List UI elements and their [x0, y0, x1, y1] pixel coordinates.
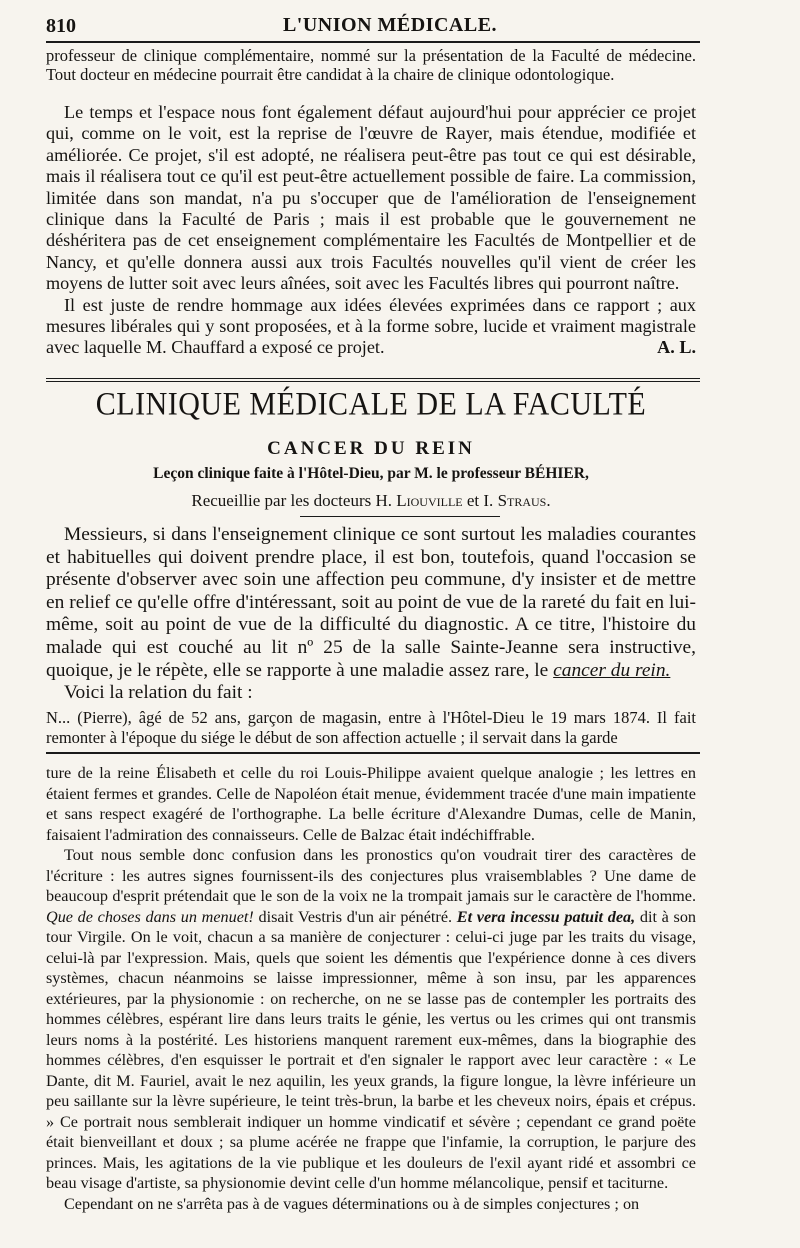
- feuilleton-p2-c: dit à son tour Virgile. On le voit, chacun a sa manière de conjecturer : celui-ci juge par les traits du visage, celui-là par l'expression. Mais, quels que soient les démentis que l'expérience donne à ces divers systèmes, chacun néanmoins se laisse impressionner, même à son insu, par les apparences extérieures, par la physionomie : on recherche, on ne se lasse pas de contempler les portraits des hommes célèbres, espérant lire dans leurs traits le génie, les vertus ou les crimes qui ont transmis leurs noms à la postérité. Les historiens manquent rarement eux-mêmes, dans la biographie des hommes célèbres, d'en esquisser le portrait et d'en signaler le rapport avec leur caractère : « Le Dante, dit M. Fauriel, avait le nez aquilin, les yeux grands, la figure longue, la lèvre inférieure un peu saillante sur la lèvre supérieure, le teint très-brun, la barbe et les cheveux noirs, épais et crépus. » Ce portrait nous semblerait indiquer un homme vindicatif et sévère ; cependant ce grand poëte était bienveillant et doux ; sa plume acérée ne frappe que l'infamie, la corruption, le parjure des princes. Mais, les agitations de la vie publique et les douleurs de l'exil ayant ridé et assombri ce beau visage d'artiste, sa physionomie devint celle d'un homme mélancolique, pensif et taciturne.: [46, 907, 697, 1192]
- feuilleton-text: [46, 763, 696, 1214]
- author-2: Straus: [497, 491, 547, 510]
- feuilleton-paragraph-2: [46, 845, 696, 1194]
- journal-title: L'UNION MÉDICALE.: [282, 14, 498, 36]
- editorial-paragraph-2: [46, 295, 696, 359]
- feuilleton-paragraph-1: ture de la reine Élisabeth et celle du roi Louis-Philippe avaient quelque analogie ; les lettres en étaient fermes et grandes. Celle de Napoléon était menue, évidemment tracée d'une main impatiente et sans respect exagéré de l'orthographe. La belle écriture d'Alexandre Dumas, celle de Manin, faisaient l'admiration des connaisseurs. Celle de Balzac était indéchiffrable.: [46, 764, 696, 844]
- lecture-paragraph-1-text: Messieurs, si dans l'enseignement clinique ce sont surtout les maladies courantes et habituelles qui doivent prendre place, il est bon, toutefois, quand l'occasion se présente d'observer avec soin une affection peu commune, d'y insister et de mettre en relief ce qu'elle offre d'intéressant, soit au point de vue de la rareté du fait en lui-même, soit au point de vue de la difficulté du diagnostic. A ce titre, l'histoire du malade qui est couché au lit nº 25 de la salle Sainte-Jeanne sera instructive, quoique, je le répète, elle se rapporte à une maladie assez rare, le: [46, 524, 696, 681]
- feuilleton-rule: [46, 752, 700, 754]
- running-header: [38, 8, 742, 38]
- lecture-paragraph-2: Voici la relation du fait :: [64, 682, 253, 704]
- collected-end: .: [546, 491, 551, 510]
- author-1: Liouville: [396, 491, 463, 510]
- editorial-paragraph-1: Le temps et l'espace nous font également défaut aujourd'hui pour apprécier ce projet qui, comme on le voit, est la reprise de l'œuvre de Rayer, mais étendue, modifiée et améliorée. Ce projet, s'il est adopté, ne réalisera peut-être pas tout ce qui est désirable, mais il réalisera tout ce qu'il est peut-être actuellement possible de faire. La commission, limitée dans son mandat, n'a pu s'occuper que de l'amélioration de l'enseignement clinique dans la Faculté de Paris ; mais il est probable que le gouvernement ne déshéritera pas de cet enseignement complémentaire les Facultés de Montpellier et de Nancy, et qu'elle donnera aussi aux trois Facultés nouvelles qu'il vient de créer les moyens de lutter soit avec leurs aînées, soit avec les Facultés libres qui pourront naître.: [46, 102, 696, 294]
- signature: A. L.: [657, 337, 696, 358]
- editorial-paragraph-2-text: Il est juste de rendre hommage aux idées élevées exprimées dans ce rapport ; aux mesures libérales qui y sont proposées, et à la forme sobre, lucide et vraiment magistrale avec laquelle M. Chauffard a exposé ce projet.: [46, 294, 696, 358]
- lecture-emphasis: cancer du rein.: [553, 659, 671, 681]
- case-report-text: N... (Pierre), âgé de 52 ans, garçon de magasin, entre à l'Hôtel-Dieu le 19 mars 1874. Il fait remonter à l'époque du siége le début de son affection actuelle ; il servait dans la garde: [46, 708, 696, 748]
- section-title: CLINIQUE MÉDICALE DE LA FACULTÉ: [95, 386, 647, 423]
- header-rule: [46, 41, 700, 43]
- lecture-byline: Leçon clinique faite à l'Hôtel-Dieu, par M. le professeur BÉHIER,: [153, 465, 589, 482]
- lecture-text: [46, 524, 696, 705]
- feuilleton-paragraph-3: Cependant on ne s'arrêta pas à de vagues déterminations ou à de simples conjectures ; on: [64, 1194, 640, 1213]
- feuilleton-quote-2: Et vera incessu patuit dea,: [456, 907, 636, 926]
- editorial-text: [46, 102, 696, 359]
- feuilleton-p2-b: disait Vestris d'un air pénétré.: [258, 907, 453, 926]
- article-subtitle: CANCER DU REIN: [267, 438, 475, 459]
- collected-mid: et I.: [466, 491, 494, 510]
- lecture-paragraph-1: [46, 524, 696, 682]
- carryover-text: professeur de clinique complémentaire, nommé sur la présentation de la Faculté de médecine. Tout docteur en médecine pourrait être candidat à la chaire de clinique odontologique.: [46, 46, 696, 84]
- collected-by-line: [46, 491, 696, 511]
- collected-prefix: Recueillie par les docteurs H.: [191, 491, 392, 510]
- section-double-rule: [46, 378, 700, 382]
- byline-rule: [300, 516, 500, 517]
- page-number: 810: [46, 15, 76, 37]
- case-report: [46, 708, 696, 749]
- feuilleton-quote-1: Que de choses dans un menuet!: [46, 907, 254, 926]
- carryover-paragraph: [46, 46, 696, 84]
- feuilleton-p2-a: Tout nous semble donc confusion dans les pronostics qu'on voudrait tirer des caractères de l'écriture : les autres signes fournissent-ils des conjectures plus vraisemblables ? Une dame de beaucoup d'esprit prétendait que le son de la voix ne la trompait jamais sur le caractère de l'homme.: [46, 846, 696, 905]
